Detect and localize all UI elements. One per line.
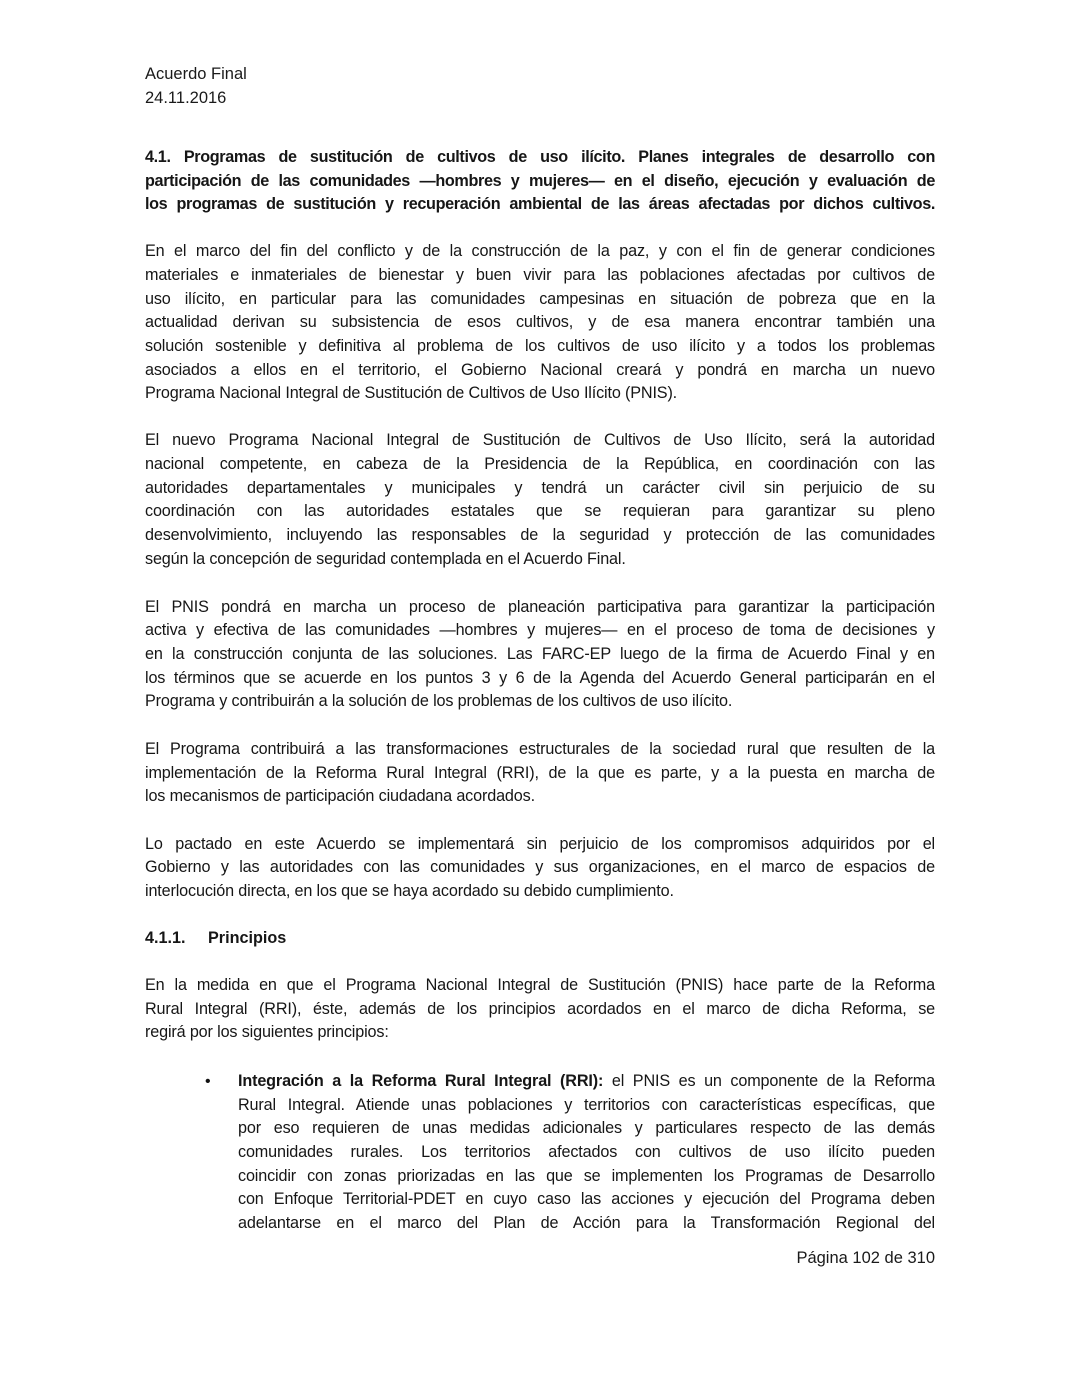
text-line: interlocución directa, en los que se haya acordado su debido cumplimiento. [145, 882, 674, 900]
text-line: comunidades rurales. Los territorios afectados con cultivos de uso ilícito pueden [238, 1143, 935, 1161]
bullet-lead-rest: el PNIS es un componente de la Reforma [603, 1072, 935, 1090]
text-line: según la concepción de seguridad contemplada en el Acuerdo Final. [145, 550, 626, 568]
text-line: Programa Nacional Integral de Sustitución de Cultivos de Uso Ilícito (PNIS). [145, 384, 678, 402]
text-line: materiales e inmateriales de bienestar y buen vivir para las poblaciones afectadas por cultivos de [145, 266, 935, 284]
document-date: 24.11.2016 [145, 89, 227, 107]
text-line: Lo pactado en este Acuerdo se implementará sin perjuicio de los compromisos adquiridos por el [145, 835, 935, 853]
section-title: Principios [208, 929, 287, 947]
text-line: en la construcción conjunta de las soluciones. Las FARC-EP luego de la firma de Acuerdo Final y en [145, 645, 935, 663]
text-line: En la medida en que el Programa Nacional Integral de Sustitución (PNIS) hace parte de la Reforma [145, 976, 935, 994]
text-line: El Programa contribuirá a las transformaciones estructurales de la sociedad rural que resulten de la [145, 740, 935, 758]
heading-line: participación de las comunidades —hombres y mujeres— en el diseño, ejecución y evaluación de [145, 172, 935, 190]
bullet-icon: • [205, 1073, 211, 1090]
text-line: implementación de la Reforma Rural Integral (RRI), de la que es parte, y a la puesta en marcha de [145, 764, 935, 782]
text-line: desenvolvimiento, incluyendo las responsables de la seguridad y protección de las comunidades [145, 526, 935, 544]
text-line: Rural Integral. Atiende unas poblaciones y territorios con características específicas, que [238, 1096, 935, 1114]
text-line: los términos que se acuerde en los puntos 3 y 6 de la Agenda del Acuerdo General participarán en el [145, 669, 935, 687]
document-title: Acuerdo Final [145, 65, 247, 83]
text-line: nacional competente, en cabeza de la Presidencia de la República, en coordinación con las [145, 455, 935, 473]
text-line: con Enfoque Territorial-PDET en cuyo caso las acciones y ejecución del Programa deben [238, 1190, 935, 1208]
text-line: Rural Integral (RRI), éste, además de los principios acordados en el marco de dicha Reforma, se [145, 1000, 935, 1018]
text-line: coincidir con zonas priorizadas en las que se implementen los Programas de Desarrollo [238, 1167, 935, 1185]
section-number: 4.1.1. [145, 929, 186, 947]
text-line: coordinación con las autoridades estatales que se requieran para garantizar su pleno [145, 502, 935, 520]
text-line: Gobierno y las autoridades con las comunidades y sus organizaciones, en el marco de espacios de [145, 858, 935, 876]
text-line: actualidad derivan su subsistencia de esos cultivos, y de esa manera encontrar también una [145, 313, 935, 331]
text-line: adelantarse en el marco del Plan de Acción para la Transformación Regional del [238, 1214, 935, 1232]
text-line [238, 1070, 935, 1094]
bullet-lead: Integración a la Reforma Rural Integral (RRI): [238, 1072, 604, 1090]
text-line: solución sostenible y definitiva al problema de los cultivos de uso ilícito y a todos los problemas [145, 337, 935, 355]
text-line: los mecanismos de participación ciudadana acordados. [145, 787, 535, 805]
heading-line: 4.1. Programas de sustitución de cultivos de uso ilícito. Planes integrales de desarrollo con [145, 148, 935, 166]
text-line: activa y efectiva de las comunidades —hombres y mujeres— en el proceso de toma de decisiones y [145, 621, 935, 639]
text-line: por eso requieren de unas medidas adicionales y particulares respecto de las demás [238, 1119, 935, 1137]
section-4-1-1-heading [145, 927, 286, 951]
text-line: Programa y contribuirán a la solución de los problemas de los cultivos de uso ilícito. [145, 692, 733, 710]
text-line: El PNIS pondrá en marcha un proceso de planeación participativa para garantizar la participación [145, 598, 935, 616]
text-line: asociados a ellos en el territorio, el Gobierno Nacional creará y pondrá en marcha un nuevo [145, 361, 935, 379]
text-line: regirá por los siguientes principios: [145, 1023, 389, 1041]
heading-line: los programas de sustitución y recuperación ambiental de las áreas afectadas por dichos cultivos. [145, 195, 935, 213]
text-line: uso ilícito, en particular para las comunidades campesinas en situación de pobreza que en la [145, 290, 935, 308]
page-number: Página 102 de 310 [796, 1249, 935, 1267]
text-line: El nuevo Programa Nacional Integral de Sustitución de Cultivos de Uso Ilícito, será la autoridad [145, 431, 935, 449]
text-line: autoridades departamentales y municipales y tendrá un carácter civil sin perjuicio de su [145, 479, 935, 497]
text-line: En el marco del fin del conflicto y de la construcción de la paz, y con el fin de generar condiciones [145, 242, 935, 260]
